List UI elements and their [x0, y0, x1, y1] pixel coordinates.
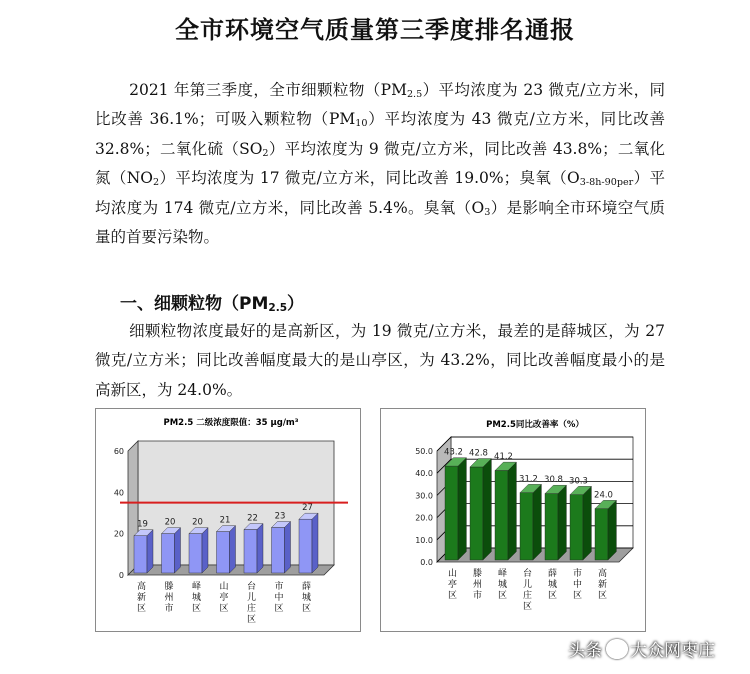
bar [495, 471, 508, 560]
bar [595, 509, 608, 560]
bar-side [147, 530, 153, 573]
summary-subscript: 3 [484, 206, 491, 218]
bar-side [257, 524, 263, 573]
data-label: 30.3 [569, 476, 588, 487]
data-label: 24.0 [594, 490, 613, 501]
data-label: 41.2 [494, 452, 513, 463]
section-heading-prefix: 一、细颗粒物（PM [120, 294, 269, 314]
category-label: 台儿庄区 [246, 582, 257, 625]
bar [445, 466, 458, 560]
y-tick-label: 10.0 [415, 535, 433, 545]
y-tick-label: 0.0 [420, 558, 433, 567]
bar [570, 495, 583, 560]
section-heading-sub: 2.5 [268, 302, 288, 315]
pm25-paragraph [95, 317, 665, 405]
summary-subscript: 2.5 [406, 88, 423, 100]
bar-side [533, 484, 541, 560]
category-label: 市中区 [274, 582, 284, 614]
page-title: 全市环境空气质量第三季度排名通报 [175, 15, 575, 44]
bar-side [583, 486, 591, 560]
bar-side [508, 462, 516, 560]
bar [545, 494, 558, 560]
watermark-pre: 头条 [568, 641, 602, 661]
bar [470, 467, 483, 560]
summary-segment: ）平均浓度为 174 微克/立方米，同比改善 5.4%。臭氧（O [95, 169, 665, 217]
chart-title: PM2.5同比改善率（%） [486, 420, 584, 430]
category-label: 山亭区 [219, 582, 229, 614]
bar [244, 530, 257, 573]
category-label: 山亭区 [447, 569, 458, 601]
bar [134, 536, 147, 573]
data-label: 22 [247, 513, 258, 524]
category-label: 滕州市 [472, 569, 483, 601]
pm25-text: 细颗粒物浓度最好的是高新区，为 19 微克/立方米，最差的是薛城区，为 27 微克/立方米；同比改善幅度最大的是山亭区，为 43.2%，同比改善幅度最小的是高新区，为 24.0%。 [95, 322, 665, 399]
y-tick-label: 30.0 [415, 491, 433, 501]
pm25-concentration-chart [95, 408, 361, 632]
data-label: 30.8 [544, 475, 563, 486]
bar-side [458, 458, 466, 560]
y-tick-label: 20 [113, 529, 124, 539]
watermark-post: 大众网枣庄 [630, 641, 715, 661]
y-tick-label: 50.0 [415, 447, 433, 456]
bar [189, 534, 202, 573]
data-label: 20 [192, 517, 203, 528]
summary-paragraph [95, 76, 665, 252]
pm25-improvement-svg [381, 409, 645, 631]
summary-segment: ）是影响全市环境空气质量的首要污染物。 [95, 198, 665, 247]
data-label: 27 [302, 503, 313, 514]
bar-side [608, 500, 616, 560]
bar [272, 527, 285, 573]
summary-segment: ）平均浓度为 43 微克/立方米，同比改善 32.8%；二氧化硫（SO [95, 110, 665, 158]
bar [162, 534, 175, 573]
bar [520, 493, 533, 560]
summary-segment: ）平均浓度为 9 微克/立方米，同比改善 43.8%；二氧化氮（NO [95, 139, 665, 188]
bar-side [285, 521, 291, 573]
bar-side [483, 459, 491, 560]
category-label: 薛城区 [301, 582, 312, 614]
bar-side [202, 528, 208, 573]
summary-segment: ）平均浓度为 17 微克/立方米，同比改善 19.0%；臭氧（O [159, 169, 580, 188]
bar-side [175, 528, 181, 573]
data-label: 23 [274, 511, 286, 522]
category-label: 峄城区 [497, 569, 508, 601]
section-heading-pm25 [120, 289, 304, 314]
summary-segment: 2021 年第三季度，全市细颗粒物（PM [129, 81, 407, 99]
bar-side [558, 485, 566, 560]
summary-text [95, 76, 665, 252]
category-label: 滕州市 [164, 582, 174, 614]
pm25-concentration-svg [96, 409, 360, 631]
category-label: 薛城区 [547, 569, 558, 601]
bar-side [230, 526, 236, 573]
summary-subscript: 3-8h-90per [579, 177, 634, 189]
bar-side [312, 513, 318, 573]
pm25-improvement-chart [380, 408, 646, 632]
chart-title: PM2.5 二级浓度限值：35 μg/m³ [163, 418, 299, 428]
summary-subscript: 2 [262, 147, 269, 159]
y-tick-label: 0 [118, 571, 124, 580]
data-label: 21 [219, 515, 231, 526]
data-label: 43.2 [444, 447, 463, 458]
watermark [568, 636, 715, 661]
category-label: 台儿庄区 [522, 569, 533, 612]
y-tick-label: 40.0 [415, 469, 433, 479]
summary-segment: ）平均浓度为 23 微克/立方米，同比改善 36.1%；可吸入颗粒物（PM [95, 81, 665, 129]
data-label: 31.2 [519, 474, 538, 485]
y-tick-label: 20.0 [415, 513, 433, 523]
y-tick-label: 40 [113, 488, 124, 498]
at-icon [606, 639, 628, 659]
category-label: 市中区 [572, 569, 583, 601]
summary-subscript: 2 [153, 177, 160, 189]
summary-subscript: 10 [355, 118, 368, 130]
category-label: 峄城区 [191, 582, 202, 614]
data-label: 20 [164, 517, 176, 528]
section-heading-suffix: ） [287, 294, 305, 314]
y-tick-label: 60 [113, 447, 124, 456]
category-label: 高新区 [136, 582, 147, 614]
category-label: 高新区 [597, 569, 608, 601]
data-label: 42.8 [469, 448, 488, 459]
bar [217, 532, 230, 573]
bar [299, 519, 312, 573]
data-label: 19 [137, 519, 148, 530]
